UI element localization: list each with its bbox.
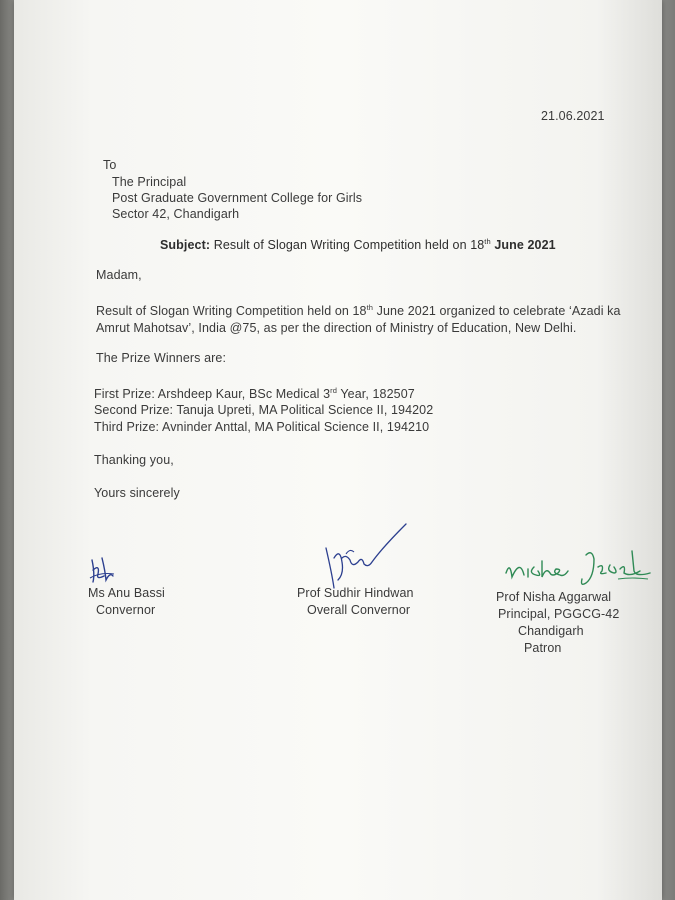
letter-paper [14,0,662,900]
recipient-line-2: Post Graduate Government College for Girls [112,191,363,205]
signatory-2-role: Overall Convernor [307,603,411,617]
signatory-3-name: Prof Nisha Aggarwal [496,590,612,604]
body-line-2: Amrut Mahotsav’, India @75, as per the direction of Ministry of Education, New Delhi. [96,321,577,335]
signatory-3-location: Chandigarh [518,624,584,638]
subject-text: Result of Slogan Writing Competition held on 18 [213,238,485,252]
prize-third: Third Prize: Avninder Anttal, MA Political Science II, 194210 [94,420,430,434]
thanking-line: Thanking you, [94,453,174,467]
signatory-3-role: Principal, PGGCG-42 [498,607,620,621]
signature-sudhir-hindwan [316,518,412,592]
signature-nisha-aggarwal [502,543,652,591]
signatory-3-extra: Patron [524,641,562,655]
recipient-line-3: Sector 42, Chandigarh [112,207,240,221]
recipient-to: To [103,158,117,172]
recipient-line-1: The Principal [112,175,187,189]
letter-date: 21.06.2021 [541,109,605,123]
subject-sup: th [484,237,491,246]
subject-date-tail: June 2021 [490,238,556,252]
body-line-1-tail: June 2021 organized to celebrate ‘Azadi ka [373,304,621,318]
signatory-2-name: Prof Sudhir Hindwan [297,586,414,600]
closing-line: Yours sincerely [94,486,180,500]
body-line-1-sup: th [366,303,374,312]
signature-anu-bassi [86,552,118,586]
prize-second: Second Prize: Tanuja Upreti, MA Political Science II, 194202 [94,403,434,417]
prize-first-sup: rd [330,386,338,395]
prize-first-tail: Year, 182507 [337,387,415,401]
salutation: Madam, [96,268,142,282]
subject-label: Subject: [160,238,211,252]
signatory-1-name: Ms Anu Bassi [88,586,165,600]
body-line-1 [96,303,621,318]
winners-intro: The Prize Winners are: [96,351,227,365]
signatory-1-role: Convernor [96,603,156,617]
prize-first [94,386,415,401]
body-line-1-text: Result of Slogan Writing Competition held on 18 [96,304,367,318]
prize-first-text: First Prize: Arshdeep Kaur, BSc Medical 3 [94,387,331,401]
letter-subject [160,237,556,252]
